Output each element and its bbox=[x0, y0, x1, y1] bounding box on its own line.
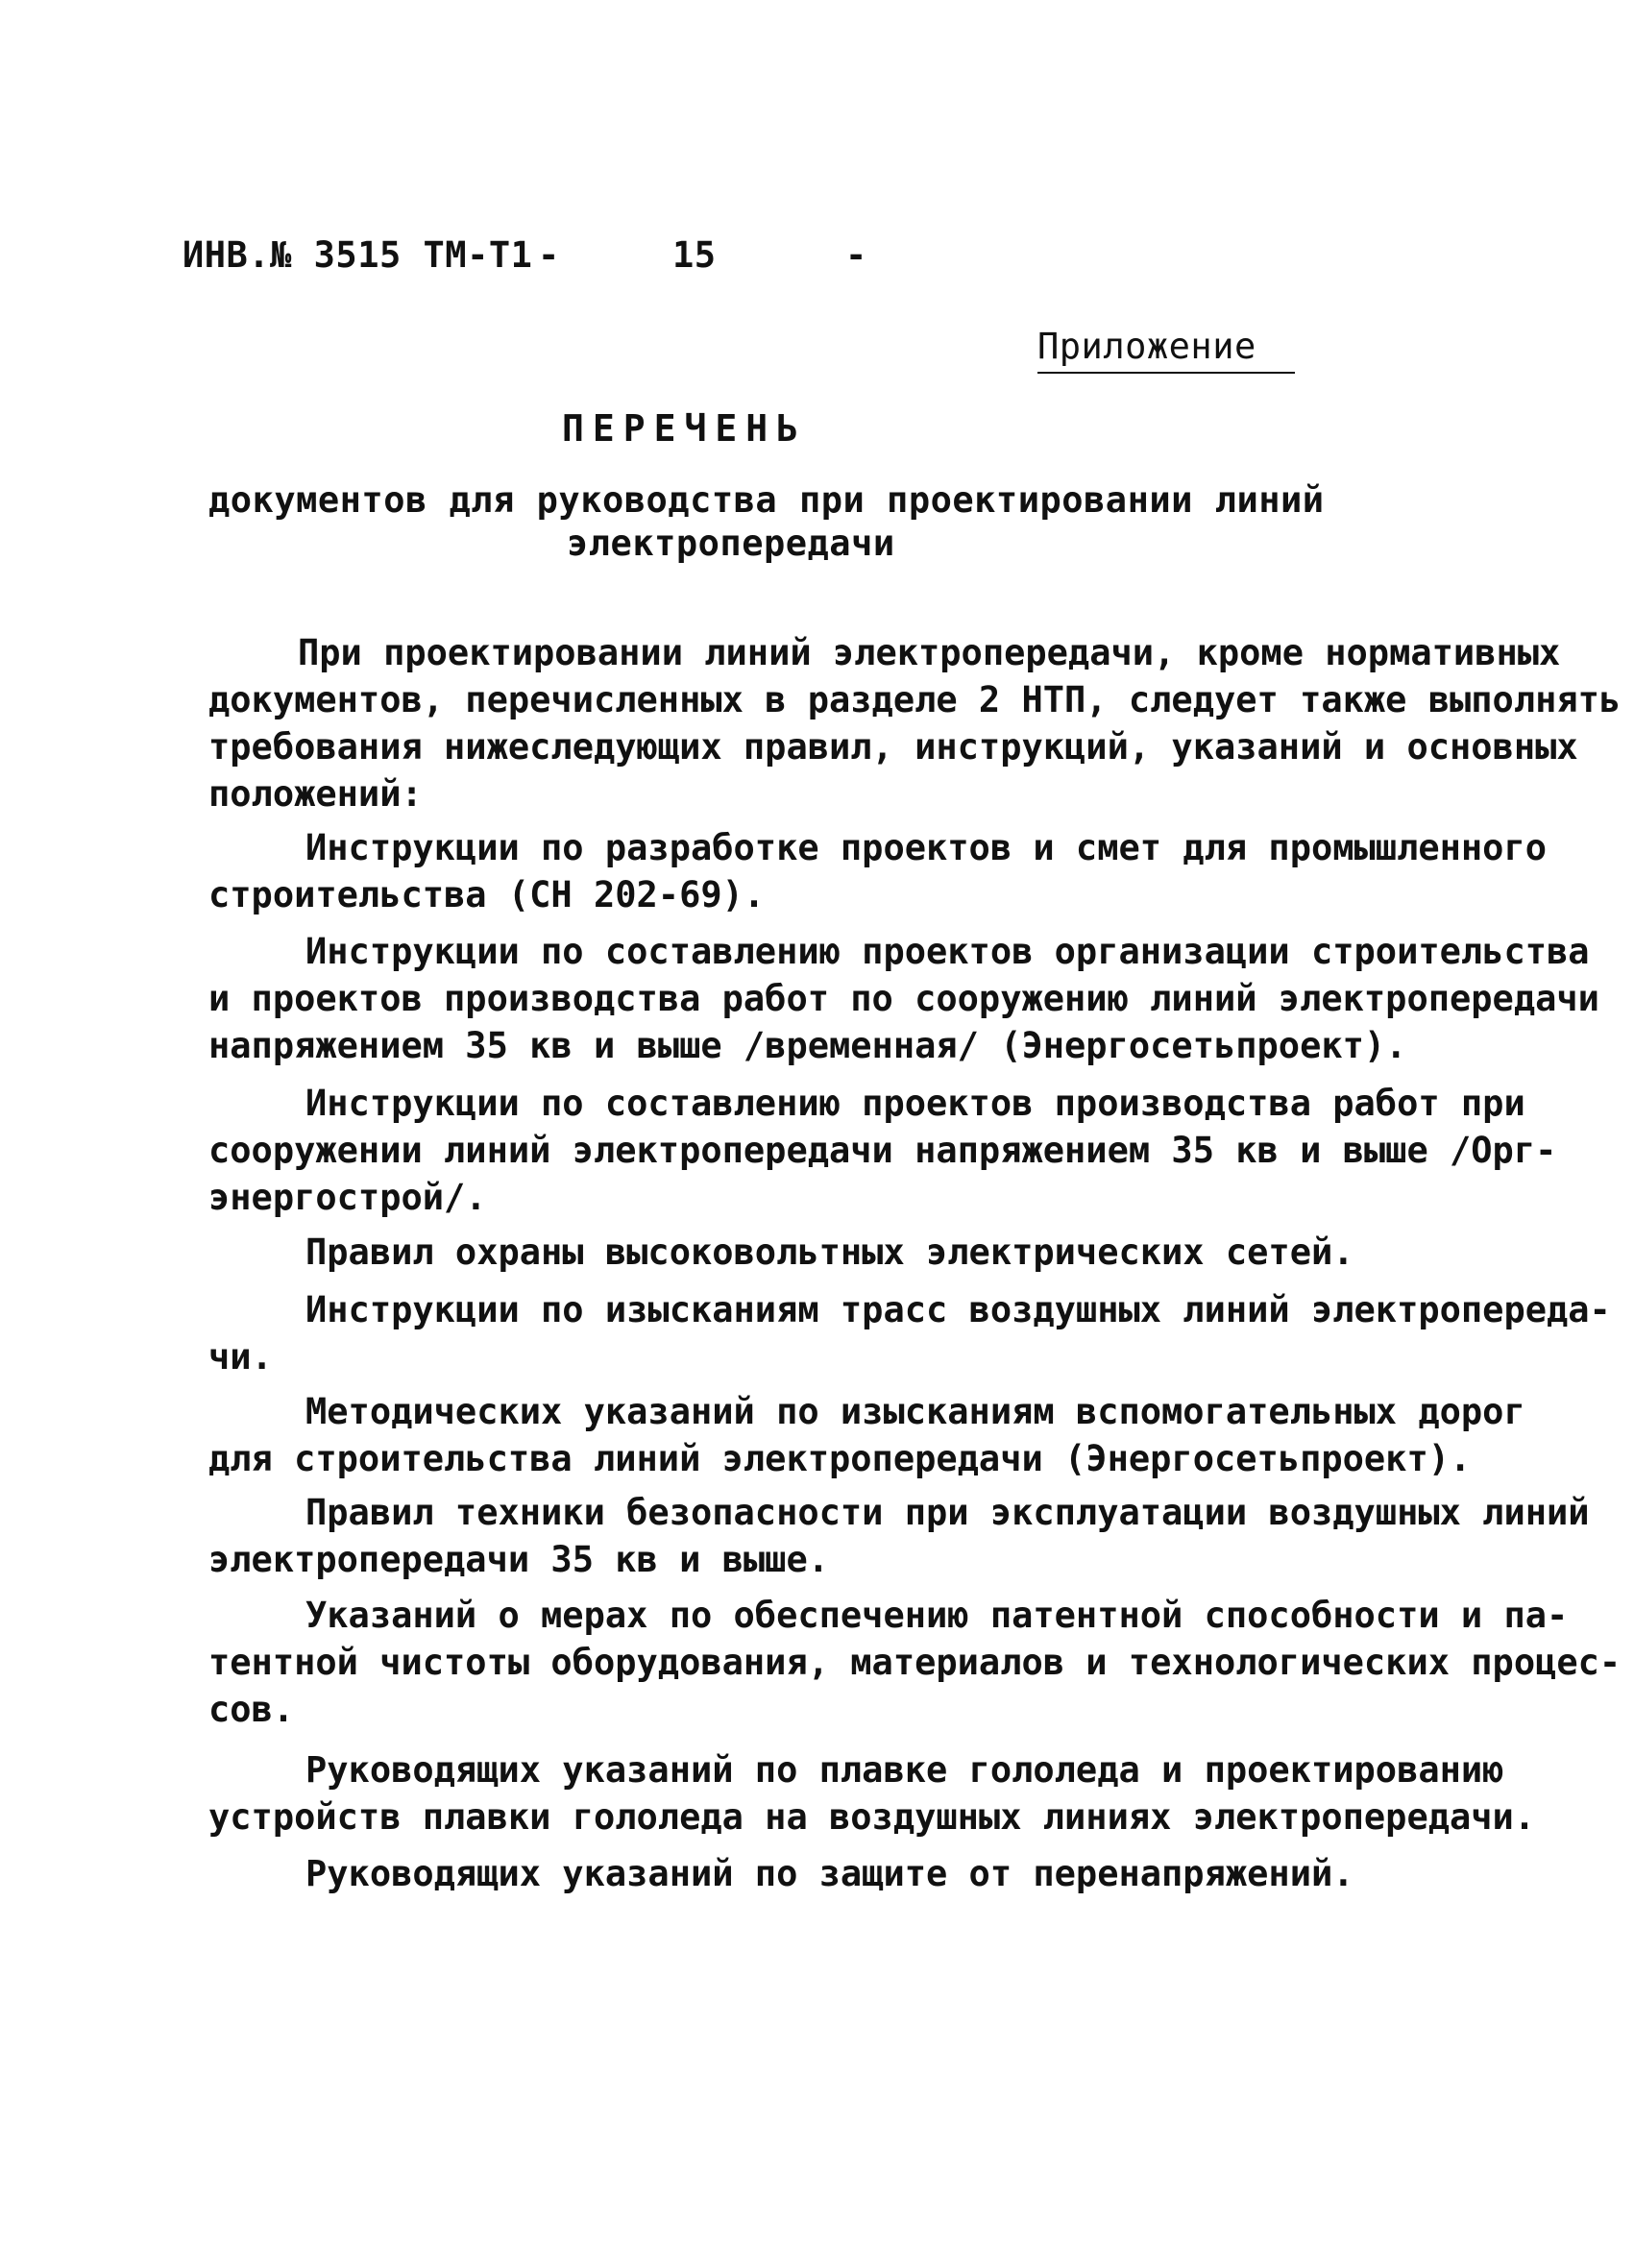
list-item-2-line-1: Инструкции по составлению проектов организации строительства bbox=[305, 931, 1590, 972]
list-item-6-line-1: Методических указаний по изысканиям вспомогательных дорог bbox=[305, 1391, 1525, 1432]
list-item-8-line-2: тентной чистоты оборудования, материалов и технологических процес- bbox=[208, 1642, 1622, 1683]
intro-line-3: требования нижеследующих правил, инструкций, указаний и основных bbox=[208, 726, 1578, 768]
document-subtitle-line-1: документов для руководства при проектировании линий bbox=[208, 479, 1325, 521]
list-item-9-line-1: Руководящих указаний по плавке гололеда и проектированию bbox=[305, 1749, 1504, 1791]
inventory-code: ИНВ.№ 3515 ТМ-Т1 bbox=[183, 234, 533, 276]
list-item-2-line-2: и проектов производства работ по сооружению линий электропередачи bbox=[208, 978, 1599, 1019]
header-dash-right: - bbox=[845, 234, 867, 276]
list-item-8-line-3: сов. bbox=[208, 1689, 295, 1730]
list-item-8-line-1: Указаний о мерах по обеспечению патентной способности и па- bbox=[305, 1595, 1569, 1636]
page-number: 15 bbox=[672, 234, 717, 276]
list-item-10-line-1: Руководящих указаний по защите от перенапряжений. bbox=[305, 1853, 1354, 1894]
intro-line-1: При проектировании линий электропередачи, кроме нормативных bbox=[298, 632, 1561, 673]
list-item-7-line-1: Правил техники безопасности при эксплуатации воздушных линий bbox=[305, 1492, 1590, 1533]
list-item-3-line-2: сооружении линий электропередачи напряжением 35 кв и выше /Орг- bbox=[208, 1130, 1557, 1171]
intro-line-2: документов, перечисленных в разделе 2 НТП, следует также выполнять bbox=[208, 679, 1622, 720]
list-item-2-line-3: напряжением 35 кв и выше /временная/ (Энергосетьпроект). bbox=[208, 1025, 1407, 1066]
appendix-label: Приложение bbox=[1037, 322, 1295, 374]
header-dash-left: - bbox=[538, 234, 560, 276]
intro-line-4: положений: bbox=[208, 773, 423, 815]
list-item-4-line-1: Правил охраны высоковольтных электрических сетей. bbox=[305, 1232, 1354, 1273]
document-subtitle-line-2: электропередачи bbox=[567, 523, 895, 564]
list-item-1-line-2: строительства (СН 202-69). bbox=[208, 874, 766, 915]
list-item-9-line-2: устройств плавки гололеда на воздушных линиях электропередачи. bbox=[208, 1796, 1536, 1838]
list-item-3-line-3: энергострой/. bbox=[208, 1177, 487, 1218]
list-item-1-line-1: Инструкции по разработке проектов и смет для промышленного bbox=[305, 827, 1548, 868]
list-item-3-line-1: Инструкции по составлению проектов производства работ при bbox=[305, 1083, 1525, 1124]
document-title: ПЕРЕЧЕНЬ bbox=[562, 407, 808, 450]
list-item-7-line-2: электропередачи 35 кв и выше. bbox=[208, 1539, 830, 1580]
list-item-5-line-2: чи. bbox=[208, 1336, 273, 1378]
list-item-6-line-2: для строительства линий электропередачи (Энергосетьпроект). bbox=[208, 1438, 1472, 1479]
list-item-5-line-1: Инструкции по изысканиям трасс воздушных линий электропереда- bbox=[305, 1289, 1611, 1330]
